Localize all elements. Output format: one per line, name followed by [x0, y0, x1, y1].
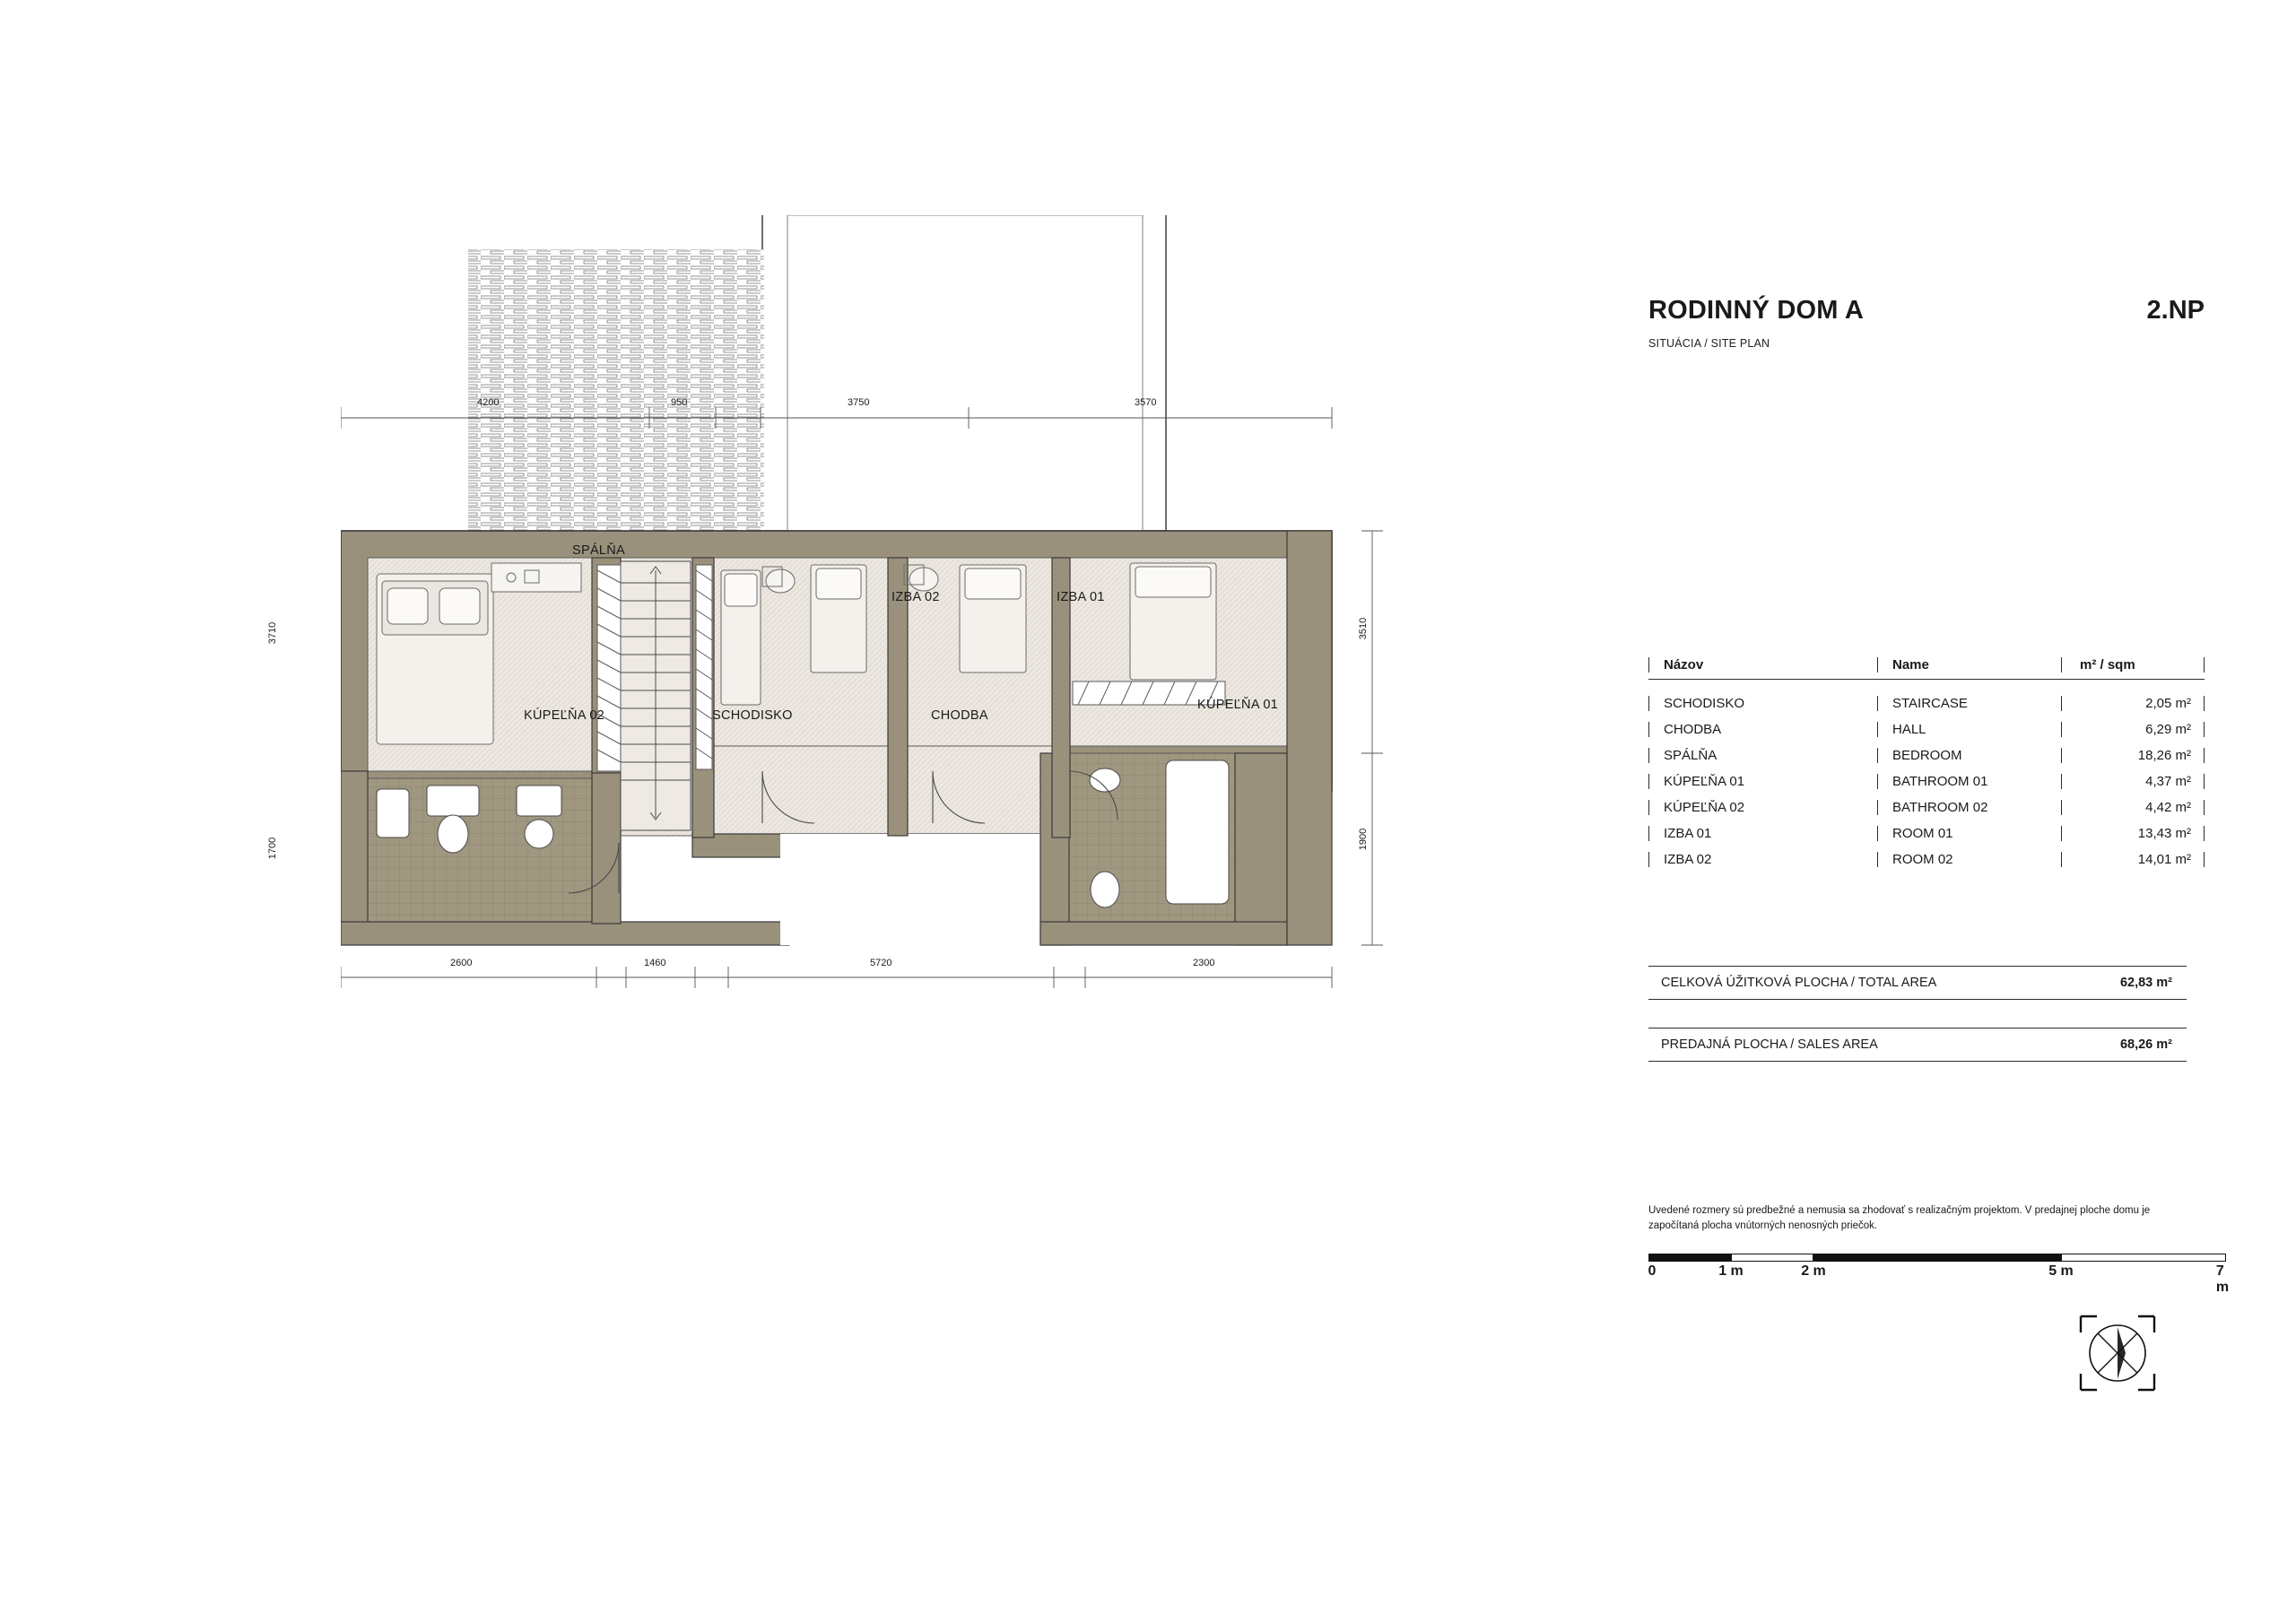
dim-bottom-2300: 2300 — [1193, 958, 1215, 968]
cell-room-area: 18,26 m² — [2061, 748, 2205, 763]
cell-room-sk: SCHODISKO — [1648, 696, 1877, 711]
scale-label-2m: 2 m — [1801, 1263, 1826, 1279]
cell-room-en: STAIRCASE — [1877, 696, 2061, 711]
col-header-name: Name — [1877, 657, 2061, 673]
cell-room-sk: CHODBA — [1648, 722, 1877, 737]
table-row — [1648, 794, 2205, 820]
dim-top-950: 950 — [671, 397, 688, 408]
dim-right-3510: 3510 — [1358, 617, 1370, 640]
table-row — [1648, 820, 2205, 846]
sales-area-label: PREDAJNÁ PLOCHA / SALES AREA — [1661, 1037, 1878, 1052]
dim-top-3750: 3750 — [848, 397, 870, 408]
table-header-row — [1648, 650, 2205, 680]
cell-room-sk: SPÁLŇA — [1648, 748, 1877, 763]
title-row — [1648, 296, 2205, 325]
staircase — [621, 561, 691, 830]
furniture-bed-room-right — [1130, 563, 1216, 680]
sales-area-box — [1648, 1028, 2187, 1062]
col-header-area: m² / sqm — [2061, 657, 2205, 673]
total-area-value: 62,83 m² — [2119, 976, 2172, 990]
dim-bottom-1460: 1460 — [644, 958, 666, 968]
dim-left-3710: 3710 — [267, 621, 279, 645]
table-row — [1648, 716, 2205, 742]
dim-top-3570: 3570 — [1135, 397, 1157, 408]
cell-room-en: BATHROOM 02 — [1877, 800, 2061, 815]
title-block — [1648, 296, 2205, 350]
table-row — [1648, 690, 2205, 716]
table-row — [1648, 768, 2205, 794]
floor-label: 2.NP — [2146, 296, 2205, 325]
scale-seg-1-2 — [1731, 1254, 1813, 1262]
dim-top-4200: 4200 — [477, 397, 500, 408]
room-label-kupelna-01: KÚPEĽŇA 01 — [1197, 698, 1279, 712]
page-subtitle: SITUÁCIA / SITE PLAN — [1648, 337, 1770, 350]
pergola-hatch — [468, 249, 764, 534]
scale-bar — [1648, 1254, 2230, 1295]
scale-seg-5-7 — [2061, 1254, 2226, 1262]
scale-label-0: 0 — [1648, 1263, 1657, 1279]
furniture-bed-room02 — [721, 570, 761, 705]
dim-bottom-2600: 2600 — [450, 958, 473, 968]
scale-seg-2-5 — [1813, 1254, 2061, 1262]
disclaimer-note: Uvedené rozmery sú predbežné a nemusia sa zhodovať s realizačným projektom. V predajnej ploche domu je započítaná plocha vnútorných nenosných priečok. — [1648, 1205, 2151, 1231]
total-area-box — [1648, 966, 2187, 1000]
room-label-kupelna-02: KÚPEĽŇA 02 — [524, 708, 605, 723]
plan-svg — [341, 215, 1453, 1255]
cell-room-sk: KÚPEĽŇA 02 — [1648, 800, 1877, 815]
dimension-lines-bottom — [341, 967, 1332, 988]
cell-room-area: 14,01 m² — [2061, 852, 2205, 867]
col-header-nazov: Názov — [1648, 657, 1877, 673]
room-label-izba-01: IZBA 01 — [1057, 590, 1105, 604]
cell-room-area: 6,29 m² — [2061, 722, 2205, 737]
cell-room-en: ROOM 01 — [1877, 826, 2061, 841]
sales-area-value: 68,26 m² — [2119, 1037, 2172, 1052]
scale-label-7m: 7 m — [2215, 1263, 2230, 1295]
dim-left-1700: 1700 — [267, 837, 279, 860]
cell-room-sk: KÚPEĽŇA 01 — [1648, 774, 1877, 789]
cell-room-en: ROOM 02 — [1877, 852, 2061, 867]
room-schedule-table — [1648, 650, 2205, 872]
furniture-bed-master — [377, 574, 493, 744]
dim-right-1900: 1900 — [1358, 828, 1370, 851]
cell-room-area: 13,43 m² — [2061, 826, 2205, 841]
room-label-spalna: SPÁLŇA — [572, 543, 626, 558]
cell-room-en: BEDROOM — [1877, 748, 2061, 763]
cell-room-sk: IZBA 01 — [1648, 826, 1877, 841]
north-arrow-icon — [2079, 1315, 2156, 1392]
room-label-schodisko: SCHODISKO — [712, 708, 793, 723]
cell-room-en: HALL — [1877, 722, 2061, 737]
room-label-izba-02: IZBA 02 — [891, 590, 940, 604]
scale-seg-0-1 — [1648, 1254, 1731, 1262]
cell-room-en: BATHROOM 01 — [1877, 774, 2061, 789]
total-area-label: CELKOVÁ ÚŽITKOVÁ PLOCHA / TOTAL AREA — [1661, 976, 1937, 990]
scale-bar-labels — [1648, 1263, 2230, 1295]
page-title: RODINNÝ DOM A — [1648, 296, 1864, 325]
furniture-desk-master — [491, 563, 581, 592]
cell-room-area: 4,37 m² — [2061, 774, 2205, 789]
table-row — [1648, 742, 2205, 768]
table-row — [1648, 846, 2205, 872]
furniture-bed-room02b — [811, 565, 866, 673]
scale-label-5m: 5 m — [2048, 1263, 2074, 1279]
scale-label-1m: 1 m — [1718, 1263, 1744, 1279]
dim-bottom-5720: 5720 — [870, 958, 892, 968]
room-label-chodba: CHODBA — [931, 708, 988, 723]
floor-plan-drawing — [267, 215, 1453, 1255]
furniture-bed-room01 — [960, 565, 1026, 673]
cell-room-sk: IZBA 02 — [1648, 852, 1877, 867]
terrace-outline — [762, 215, 1166, 531]
scale-bar-track — [1648, 1254, 2187, 1262]
cell-room-area: 4,42 m² — [2061, 800, 2205, 815]
cell-room-area: 2,05 m² — [2061, 696, 2205, 711]
